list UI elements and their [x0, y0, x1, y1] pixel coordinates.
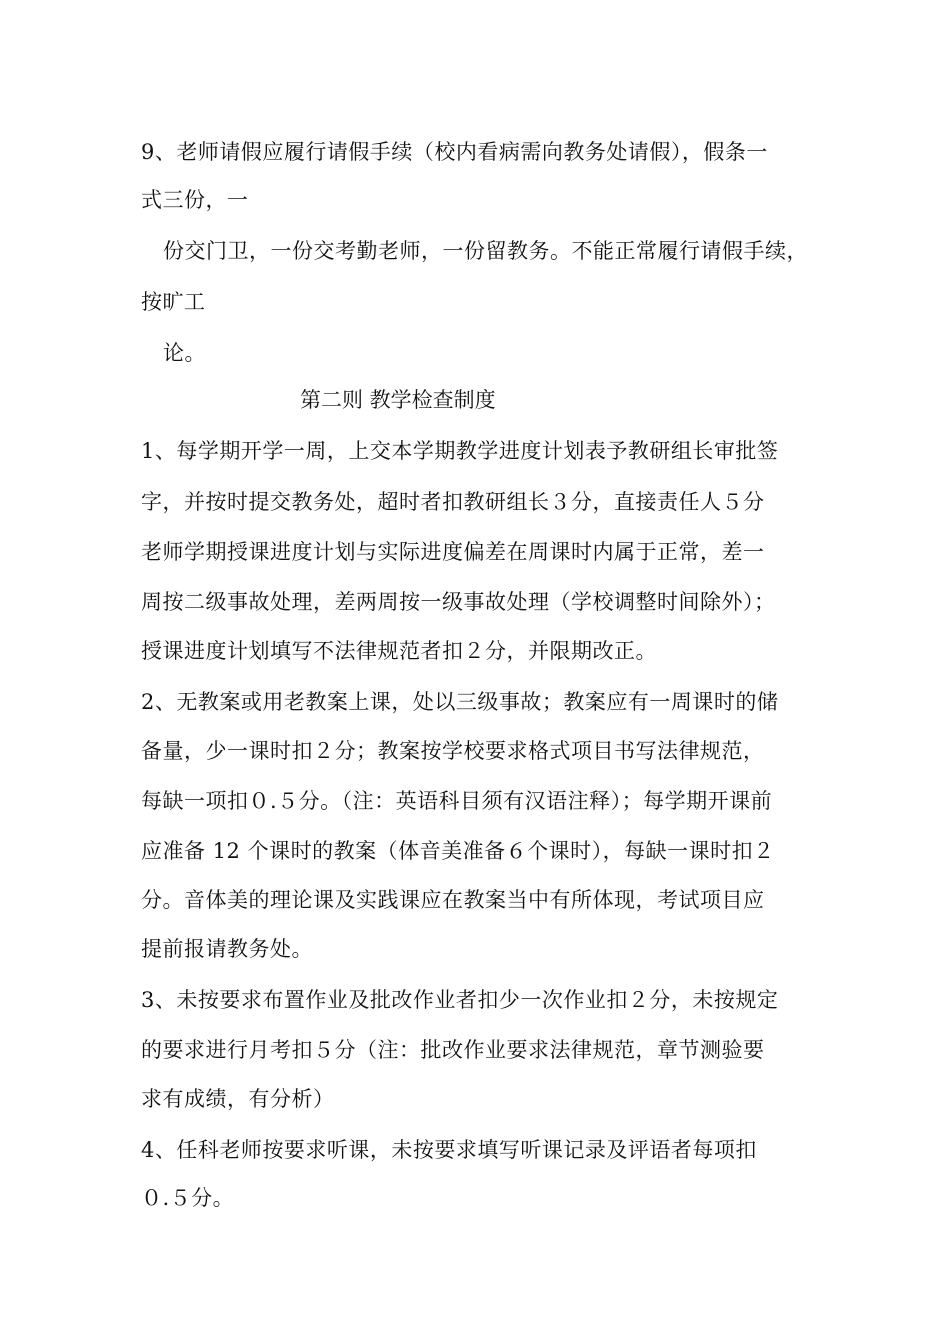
paragraph-line: 4、任科老师按要求听课，未按要求填写听课记录及评语者每项扣 — [141, 1138, 757, 1162]
paragraph-line: 3、未按要求布置作业及批改作业者扣少一次作业扣２分，未按规定 — [141, 988, 779, 1012]
paragraph-line: 应准备 12 个课时的教案（体音美准备６个课时），每缺一课时扣２ — [141, 839, 775, 863]
paragraph-line: 份交门卫，一份交考勤老师，一份留教务。不能正常履行请假手续， — [163, 239, 808, 263]
paragraph-line: 每缺一项扣０.５分。（注：英语科目须有汉语注释）；每学期开课前 — [141, 789, 773, 813]
paragraph-line: 的要求进行月考扣５分（注：批改作业要求法律规范，章节测验要 — [141, 1038, 765, 1062]
paragraph-line: 式三份，一 — [141, 188, 249, 212]
paragraph-line: 1、每学期开学一周，上交本学期教学进度计划表予教研组长审批签 — [141, 439, 779, 463]
paragraph-line: 老师学期授课进度计划与实际进度偏差在周课时内属于正常，差一 — [141, 540, 765, 564]
paragraph-line: 求有成绩，有分析） — [141, 1087, 335, 1111]
paragraph-line: 9、老师请假应履行请假手续（校内看病需向教务处请假），假条一 — [141, 140, 768, 164]
paragraph-line: 字，并按时提交教务处，超时者扣教研组长３分，直接责任人５分 — [141, 490, 765, 514]
paragraph-line: 论。 — [163, 341, 206, 365]
paragraph-line: 周按二级事故处理，差两周按一级事故处理（学校调整时间除外）； — [141, 590, 776, 614]
paragraph-line: 按旷工 — [141, 290, 206, 314]
section-heading: 第二则 教学检查制度 — [300, 388, 496, 412]
paragraph-line: ０.５分。 — [141, 1186, 235, 1210]
paragraph-line: 授课进度计划填写不法律规范者扣２分，并限期改正。 — [141, 639, 657, 663]
paragraph-line: 提前报请教务处。 — [141, 937, 313, 961]
paragraph-line: 2、无教案或用老教案上课，处以三级事故；教案应有一周课时的储 — [141, 690, 779, 714]
paragraph-line: 分。音体美的理论课及实践课应在教案当中有所体现，考试项目应 — [141, 888, 765, 912]
paragraph-line: 备量，少一课时扣２分；教案按学校要求格式项目书写法律规范， — [141, 739, 765, 763]
